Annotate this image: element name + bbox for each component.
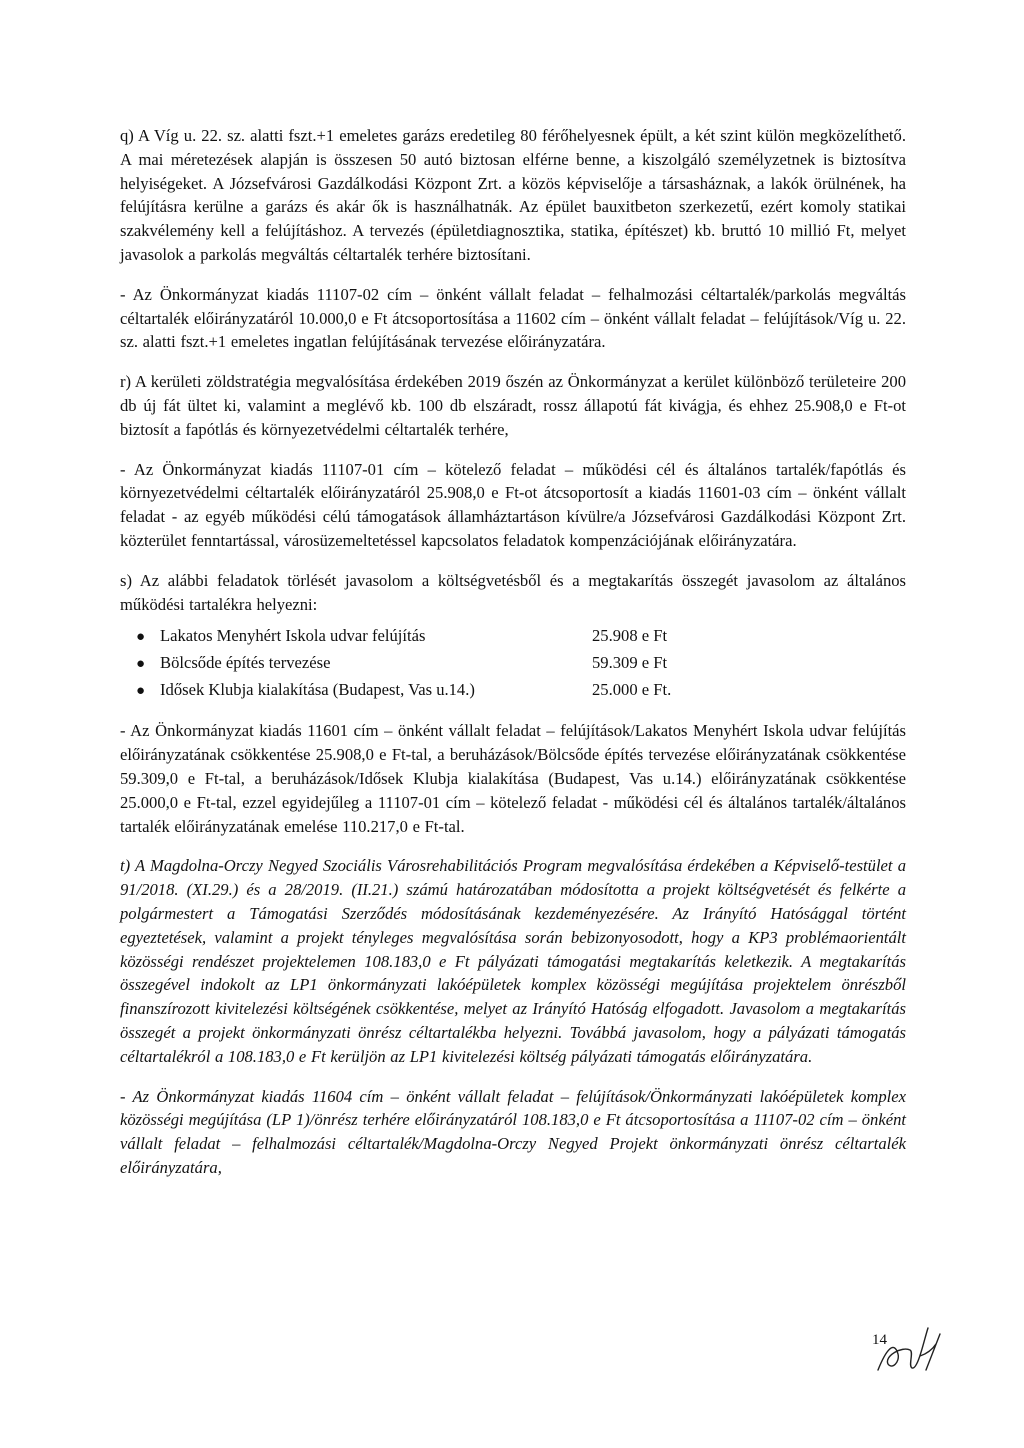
bullet-label: Bölcsőde építés tervezése: [160, 653, 331, 673]
list-item: [120, 624, 906, 651]
document-page: [120, 124, 906, 1196]
list-item: [120, 651, 906, 678]
bullet-icon: ●: [136, 683, 146, 700]
paragraph-s-action: - Az Önkormányzat kiadás 11601 cím – önként vállalt feladat – felújítások/Lakatos Menyhért Iskola udvar felújítás előirányzatának csökkentése 25.908,0 e Ft-tal, a beruházások/Bölcsőde építés tervezése előirányzatának csökkentése 59.309,0 e Ft-tal, a beruházások/Idősek Klubja kialakítása (Budapest, Vas u.14.) előirányzatának csökkentése 25.000,0 e Ft-tal, ezzel egyidejűleg a 11107-01 cím – kötelező feladat - működési cél és általános tartalék/általános tartalék előirányzatának emelése 110.217,0 e Ft-tal.: [120, 721, 906, 836]
bullet-label: Lakatos Menyhért Iskola udvar felújítás: [160, 626, 426, 646]
bullet-icon: ●: [136, 629, 146, 646]
bullet-amount: 25.908 e Ft: [592, 626, 668, 646]
paragraph-q: q) A Víg u. 22. sz. alatti fszt.+1 emeletes garázs eredetileg 80 férőhelyesnek épült, a két szint külön megközelíthető. A mai méretezések alapján is összesen 50 autó biztosan elférne benne, a kiszolgáló személyzetnek is biztosítva helyiségeket. A Józsefvárosi Gazdálkodási Központ Zrt. a közös képviselője a társasháznak, a lakók örülnének, ha felújításra kerülne a garázs és akár ők is használhatnák. Az épület bauxitbeton szerkezetű, ezért komoly statikai szakvélemény kell a felújításhoz. A tervezés (épületdiagnosztika, statika, építészet) kb. bruttó 10 millió Ft, melyet javasolok a parkolás megváltás céltartalék terhére biztosítani.: [120, 126, 906, 264]
paragraph-r: r) A kerületi zöldstratégia megvalósítása érdekében 2019 őszén az Önkormányzat a kerület különböző területeire 200 db új fát ültet ki, valamint a meglévő kb. 100 db elszáradt, rossz állapotú fát kivágja, és ehhez 25.908,0 e Ft-ot biztosít a fapótlás és környezetvédelmi céltartalék terhére,: [120, 372, 906, 439]
list-item: [120, 678, 906, 705]
signature-icon: [868, 1310, 948, 1390]
bullet-amount: 59.309 e Ft: [592, 653, 668, 673]
paragraph-s: s) Az alábbi feladatok törlését javasolom a költségvetésből és a megtakarítás összegét javasolom az általános működési tartalékra helyezni:: [120, 570, 906, 614]
paragraph-t: t) A Magdolna-Orczy Negyed Szociális Városrehabilitációs Program megvalósítása érdekében a Képviselő-testület a 91/2018. (XI.29.) és a 28/2019. (II.21.) számú határozatában módosította a projekt költségvetését és felkérte a polgármestert a Támogatási Szerződés módosításának kezdeményezésére. Az Irányító Hatósággal történt egyeztetések, valamint a projekt tényleges megvalósítása során bebizonyosodott, hogy a KP3 problémaorientált közösségi rendészet projektelemen 108.183,0 e Ft pályázati támogatási megtakarítás keletkezik. A megtakarítás összegével indokolt az LP1 önkormányzati lakóépületek komplex közösségi megújítása projektelem önrészből finanszírozott kivitelezési költségének csökkentése, melyet az Irányító Hatóság elfogadott. Javasolom a megtakarítás összegét a projekt önkormányzati önrész céltartalékba helyezni. Továbbá javasolom, hogy a pályázati támogatás céltartalékról a 108.183,0 e Ft kerüljön az LP1 kivitelezési költség pályázati támogatás előirányzatára.: [120, 856, 906, 1066]
paragraph-r-action: - Az Önkormányzat kiadás 11107-01 cím – kötelező feladat – működési cél és általános tartalék/fapótlás és környezetvédelmi céltartalék előirányzatáról 25.908,0 e Ft-ot átcsoportosít a kiadás 11601-03 cím – önként vállalt feladat - az egyéb működési célú támogatások államháztartáson kívülre/a Józsefvárosi Gazdálkodási Központ Zrt. közterület fenntartással, városüzemeltetéssel kapcsolatos feladatok kompenzációjának előirányzatára.: [120, 459, 906, 550]
bullet-icon: ●: [136, 656, 146, 673]
paragraph-t-action: - Az Önkormányzat kiadás 11604 cím – önként vállalt feladat – felújítások/Önkormányzati lakóépületek komplex közösségi megújítása (LP 1)/önrész terhére előirányzatáról 108.183,0 e Ft átcsoportosítása a 11107-02 cím – önként vállalt feladat – felhalmozási céltartalék/Magdolna-Orczy Negyed Projekt önkormányzati önrész céltartalék előirányzatára,: [120, 1086, 906, 1177]
bullet-amount: 25.000 e Ft.: [592, 680, 672, 700]
page-number: 14: [872, 1332, 887, 1348]
bullet-list: [120, 624, 906, 705]
bullet-label: Idősek Klubja kialakítása (Budapest, Vas u.14.): [160, 680, 475, 700]
paragraph-q-action: - Az Önkormányzat kiadás 11107-02 cím – önként vállalt feladat – felhalmozási céltartalék/parkolás megváltás céltartalék előirányzatáról 10.000,0 e Ft átcsoportosítása a 11602 cím – önként vállalt feladat – felújítások/Víg u. 22. sz. alatti fszt.+1 emeletes ingatlan felújításának tervezése előirányzatára.: [120, 284, 906, 352]
